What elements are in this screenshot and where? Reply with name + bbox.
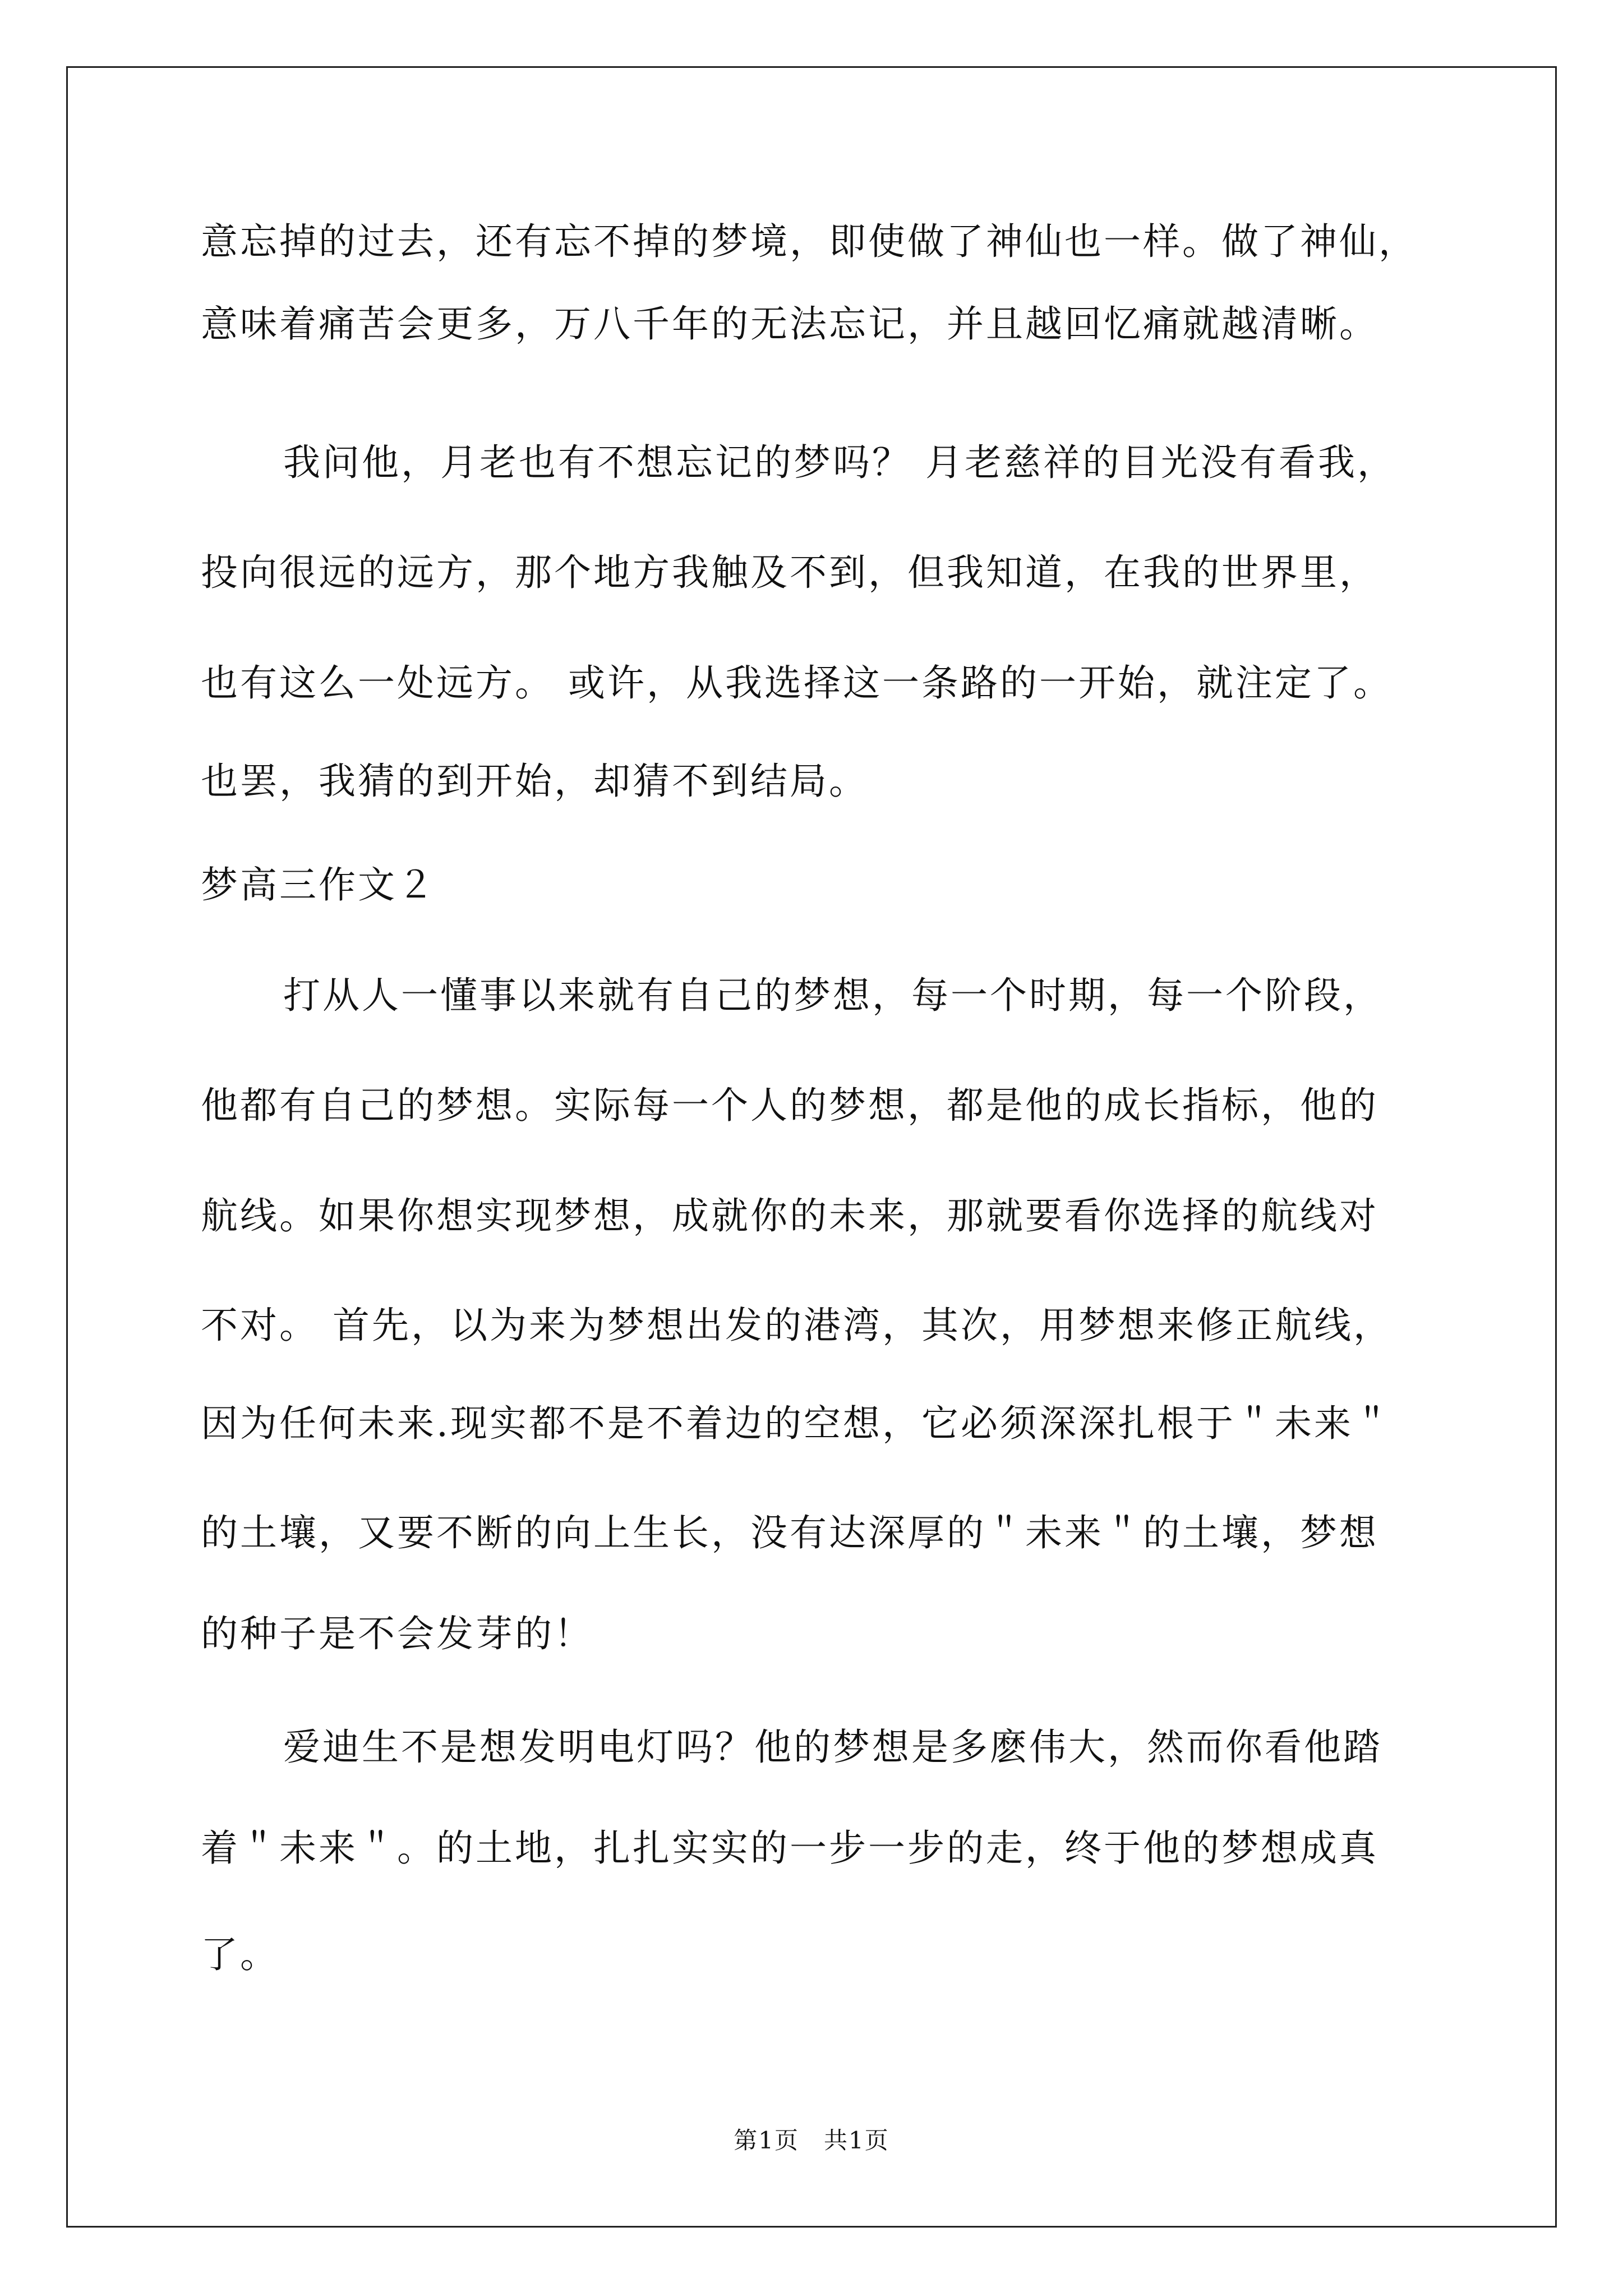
text-line: 也罢，我猜的到开始，却猜不到结局。 xyxy=(201,760,868,803)
text-line: 的土壤，又要不断的向上生长，没有达深厚的＂未来＂的土壤，梦想 xyxy=(201,1511,1378,1554)
text-line: 因为任何未来.现实都不是不着边的空想，它必须深深扎根于＂未来＂ xyxy=(201,1402,1393,1445)
text-line: 了。 xyxy=(201,1933,279,1976)
text-line: 他都有自己的梦想。实际每一个人的梦想，都是他的成长指标，他的 xyxy=(201,1084,1378,1127)
paragraph-start-line: 打从人一懂事以来就有自己的梦想，每一个时期，每一个阶段， xyxy=(283,974,1382,1017)
text-line: 不对。 首先，以为来为梦想出发的港湾，其次，用梦想来修正航线， xyxy=(201,1304,1393,1347)
text-line: 的种子是不会发芽的！ xyxy=(201,1612,593,1655)
text-line: 也有这么一处远方。 或许，从我选择这一条路的一开始，就注定了。 xyxy=(201,661,1393,705)
section-heading: 梦高三作文２ xyxy=(201,863,436,907)
page-number-footer: 第1页 共1页 xyxy=(734,2127,889,2154)
paragraph-start-line: 爱迪生不是想发明电灯吗？他的梦想是多麽伟大，然而你看他踏 xyxy=(283,1726,1382,1769)
text-line: 航线。如果你想实现梦想，成就你的未来，那就要看你选择的航线对 xyxy=(201,1194,1378,1237)
text-line: 意味着痛苦会更多，万八千年的无法忘记，并且越回忆痛就越清晰。 xyxy=(201,302,1378,346)
text-line: 投向很远的远方，那个地方我触及不到，但我知道，在我的世界里， xyxy=(201,551,1378,594)
text-line: 意忘掉的过去，还有忘不掉的梦境，即使做了神仙也一样。做了神仙， xyxy=(201,220,1418,263)
paragraph-start-line: 我问他，月老也有不想忘记的梦吗？ 月老慈祥的目光没有看我， xyxy=(283,441,1396,484)
text-line: 着＂未来＂。的土地，扎扎实实的一步一步的走，终于他的梦想成真 xyxy=(201,1826,1378,1870)
page-border xyxy=(66,66,1557,2228)
